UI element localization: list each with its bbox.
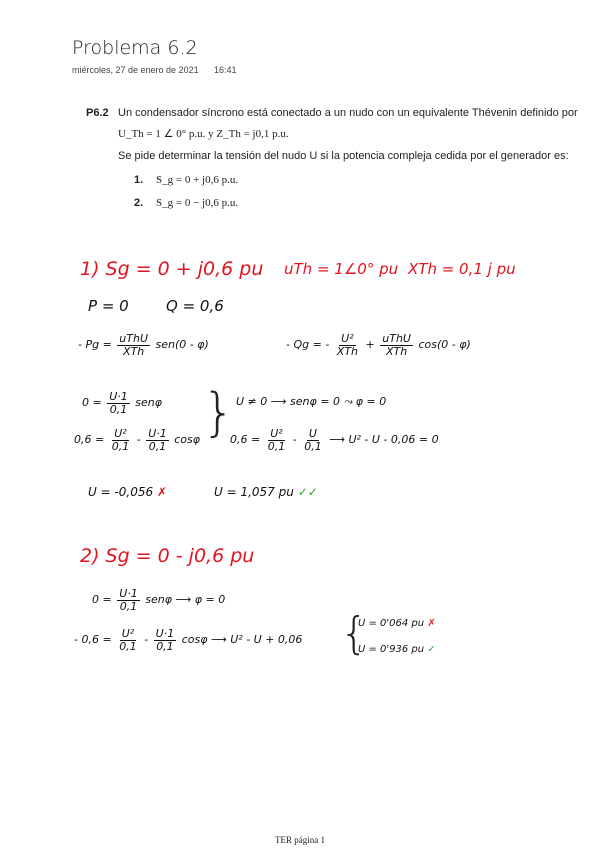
impl2-fraction-2	[302, 428, 324, 452]
s2-eq1-numerator: U·1	[119, 587, 138, 600]
problem-line-3: Se pide determinar la tensión del nudo U si la potencia compleja cedida por el generador es:	[118, 150, 569, 162]
problem-item-2: S_g = 0 − j0,6 p.u.	[156, 197, 239, 209]
wrong-mark-icon: ✗	[156, 485, 168, 499]
sys1-tail: senφ	[135, 396, 162, 410]
qg-equation	[286, 333, 471, 357]
solution-1-uth: uTh = 1∠0° pu	[284, 260, 399, 278]
sys2-numerator-2: U·1	[148, 427, 167, 440]
s2-root-1-value: U = 0'064 pu	[358, 618, 425, 629]
sys1-numerator: U·1	[109, 390, 128, 403]
s2-eq2-lhs: - 0,6 =	[74, 633, 112, 647]
pg-lhs: - Pg =	[78, 338, 112, 352]
qg-tail: cos(0 - φ)	[418, 338, 471, 352]
root-2-value: U = 1,057 pu	[214, 485, 294, 499]
s2-eq2-tail: cosφ ⟶ U² - U + 0,06	[181, 633, 303, 647]
sys1-fraction	[107, 391, 130, 415]
pg-numerator: uThU	[119, 332, 149, 345]
sys2-fraction-1	[110, 428, 132, 452]
implication-1: U ≠ 0 ⟶ senφ = 0 ⤳ φ = 0	[236, 395, 387, 408]
qg-denominator-1: XTh	[336, 344, 359, 358]
note-time: 16:41	[214, 65, 237, 75]
sys2-denominator-1: 0,1	[111, 439, 130, 453]
solution-2-equation-2	[74, 628, 302, 652]
qg-fraction-2	[380, 333, 413, 357]
problem-item-1-number: 1.	[134, 174, 144, 186]
sys2-fraction-2	[146, 428, 169, 452]
impl2-numerator-1: U²	[270, 427, 283, 440]
s2-eq1-lhs: 0 =	[92, 593, 112, 607]
qg-fraction-1	[335, 333, 360, 357]
solution-2-equation-1	[92, 588, 225, 612]
problem-item-1: S_g = 0 + j0,6 p.u.	[156, 174, 239, 186]
problem-line-2: U_Th = 1 ∠ 0° p.u. y Z_Th = j0,1 p.u.	[118, 128, 289, 140]
system-equation-1	[82, 391, 162, 415]
problem-line-1: Un condensador síncrono está conectado a un nudo con un equivalente Thévenin definido por	[118, 107, 578, 119]
sys1-denominator: 0,1	[109, 402, 128, 416]
s2-eq2-fraction-2	[154, 628, 177, 652]
sys2-minus: -	[136, 433, 141, 447]
qg-lhs: - Qg = -	[286, 338, 330, 352]
s2-eq2-fraction-1	[117, 628, 139, 652]
pg-tail: sen(0 - φ)	[155, 338, 209, 352]
sys1-lhs: 0 =	[82, 396, 102, 410]
solution-1-xth: XTh = 0,1 j pu	[408, 260, 516, 278]
sys2-lhs: 0,6 =	[74, 433, 105, 447]
implication-2	[230, 428, 439, 452]
s2-eq2-denominator-2: 0,1	[156, 639, 174, 653]
impl2-denominator-2: 0,1	[304, 439, 322, 453]
active-power: P = 0	[88, 297, 129, 315]
sys2-numerator-1: U²	[114, 427, 127, 440]
s2-eq1-tail: senφ ⟶ φ = 0	[145, 593, 226, 607]
impl2-lhs: 0,6 =	[230, 433, 261, 447]
wrong-mark-icon: ✗	[427, 618, 436, 629]
qg-numerator-2: uThU	[382, 332, 411, 345]
qg-denominator-2: XTh	[385, 344, 408, 358]
impl2-numerator-2: U	[308, 427, 317, 440]
pg-fraction	[117, 333, 150, 357]
s2-root-2-value: U = 0'936 pu	[358, 644, 425, 655]
sys2-tail: cosφ	[174, 433, 201, 447]
sys2-denominator-2: 0,1	[148, 439, 167, 453]
page-footer: TER página 1	[275, 835, 325, 845]
s2-eq2-denominator-1: 0,1	[119, 639, 137, 653]
system-brace: }	[202, 383, 236, 443]
pg-denominator: XTh	[123, 344, 145, 358]
s2-eq2-numerator-1: U²	[121, 627, 135, 640]
impl2-minus: -	[292, 433, 297, 447]
reactive-power: Q = 0,6	[166, 297, 224, 315]
s2-eq2-numerator-2: U·1	[155, 627, 175, 640]
problem-id: P6.2	[86, 107, 109, 119]
impl2-denominator-1: 0,1	[267, 439, 286, 453]
page-title: Problema 6.2	[72, 37, 198, 59]
impl2-tail: ⟶ U² - U - 0,06 = 0	[329, 433, 439, 447]
solution-2-root-2	[358, 644, 436, 655]
s2-eq1-fraction	[117, 588, 140, 612]
s2-eq2-minus: -	[144, 633, 149, 647]
problem-item-2-number: 2.	[134, 197, 144, 209]
pg-equation	[78, 333, 209, 357]
check-mark-icon: ✓	[427, 644, 436, 655]
system-equation-2	[74, 428, 200, 452]
note-date: miércoles, 27 de enero de 2021	[72, 65, 199, 75]
solution-2-brace: {	[340, 608, 368, 659]
solution-2-root-1	[358, 618, 436, 629]
qg-plus: +	[365, 338, 375, 352]
root-1-value: U = -0,056	[88, 485, 154, 499]
solution-1-heading: 1) Sg = 0 + j0,6 pu	[80, 258, 264, 280]
check-mark-icon: ✓✓	[297, 485, 318, 499]
impl2-fraction-1	[266, 428, 288, 452]
solution-1-root-1	[88, 485, 167, 499]
s2-eq1-denominator: 0,1	[119, 599, 138, 613]
solution-2-heading: 2) Sg = 0 - j0,6 pu	[80, 545, 255, 567]
qg-numerator-1: U²	[341, 332, 354, 345]
solution-1-root-2	[214, 485, 318, 499]
